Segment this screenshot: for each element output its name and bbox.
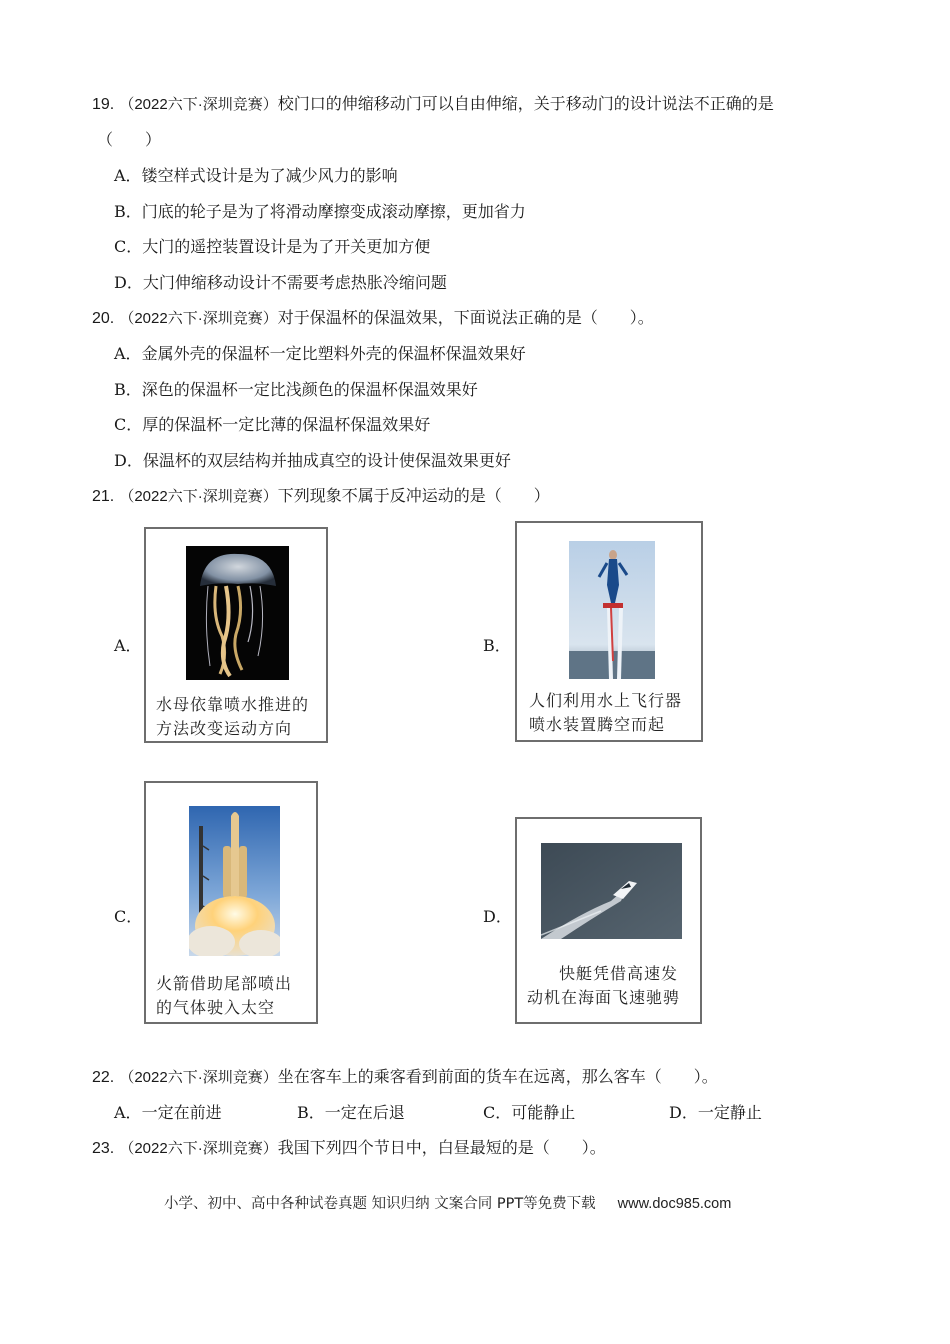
option-c-caption-line1: 火箭借助尾部喷出 (156, 974, 293, 993)
question-source: （2022六下·深圳竞赛） (119, 488, 278, 505)
question-stem: 对于保温杯的保温效果，下面说法正确的是（ ）。 (277, 308, 654, 327)
question-stem: 下列现象不属于反冲运动的是（ ） (277, 486, 550, 505)
option-b-letter: B． (483, 636, 511, 655)
option-a-letter: A． (114, 636, 142, 655)
question-number: 20. (92, 310, 115, 327)
option-c: C．可能静止 (483, 1103, 576, 1122)
option-c: C．大门的遥控装置设计是为了开关更加方便 (114, 237, 431, 256)
rocket-photo (189, 806, 280, 956)
option-a: A．金属外壳的保温杯一定比塑料外壳的保温杯保温效果好 (114, 344, 526, 363)
option-c-card (144, 781, 318, 1024)
question-number: 23. (92, 1140, 115, 1157)
page-footer (164, 1192, 731, 1213)
option-b-card (515, 521, 703, 742)
question-19 (92, 94, 774, 115)
footer-url[interactable]: www.doc985.com (617, 1196, 732, 1212)
question-number: 21. (92, 488, 115, 505)
option-a: A．一定在前进 (114, 1103, 222, 1122)
question-23 (92, 1138, 606, 1159)
question-source: （2022六下·深圳竞赛） (119, 310, 278, 327)
footer-text: 小学、初中、高中各种试卷真题 知识归纳 文案合同 PPT等免费下载 (164, 1196, 596, 1212)
option-b-caption-line1: 人们利用水上飞行器 (529, 691, 683, 710)
question-source: （2022六下·深圳竞赛） (119, 1140, 278, 1157)
answer-paren: （ ） (97, 130, 162, 149)
question-22 (92, 1067, 718, 1088)
option-a: A．镂空样式设计是为了减少风力的影响 (114, 166, 398, 185)
option-b: B．门底的轮子是为了将滑动摩擦变成滚动摩擦，更加省力 (114, 202, 526, 221)
option-d-card (515, 817, 702, 1024)
option-a-caption-line2: 方法改变运动方向 (156, 719, 293, 738)
question-stem: 我国下列四个节日中，白昼最短的是（ ）。 (277, 1138, 606, 1157)
question-20 (92, 308, 654, 329)
question-stem: 坐在客车上的乘客看到前面的货车在远离，那么客车（ ）。 (277, 1067, 718, 1086)
option-b: B．一定在后退 (297, 1103, 405, 1122)
option-d: D．一定静止 (669, 1103, 762, 1122)
question-stem: 校门口的伸缩移动门可以自由伸缩，关于移动门的设计说法不正确的是 (277, 94, 774, 113)
option-b: B．深色的保温杯一定比浅颜色的保温杯保温效果好 (114, 380, 478, 399)
option-d-letter: D． (483, 907, 512, 926)
option-d: D．保温杯的双层结构并抽成真空的设计使保温效果更好 (114, 451, 511, 470)
option-a-card (144, 527, 328, 743)
jellyfish-photo (186, 546, 289, 680)
question-number: 19. (92, 96, 115, 113)
option-b-caption-line2: 喷水装置腾空而起 (529, 715, 666, 734)
option-d: D．大门伸缩移动设计不需要考虑热胀冷缩问题 (114, 273, 447, 292)
option-c-letter: C． (114, 907, 143, 926)
question-number: 22. (92, 1069, 115, 1086)
speedboat-photo (541, 843, 682, 939)
option-a-caption-line1: 水母依靠喷水推进的 (156, 695, 310, 714)
option-c: C．厚的保温杯一定比薄的保温杯保温效果好 (114, 415, 431, 434)
option-d-caption-line1: 快艇凭借高速发 (559, 964, 679, 983)
option-d-caption-line2: 动机在海面飞速驰骋 (527, 988, 681, 1007)
option-c-caption-line2: 的气体驶入太空 (156, 998, 276, 1017)
question-source: （2022六下·深圳竞赛） (119, 1069, 278, 1086)
question-source: （2022六下·深圳竞赛） (119, 96, 278, 113)
question-21 (92, 486, 550, 507)
flyboard-photo (569, 541, 655, 679)
